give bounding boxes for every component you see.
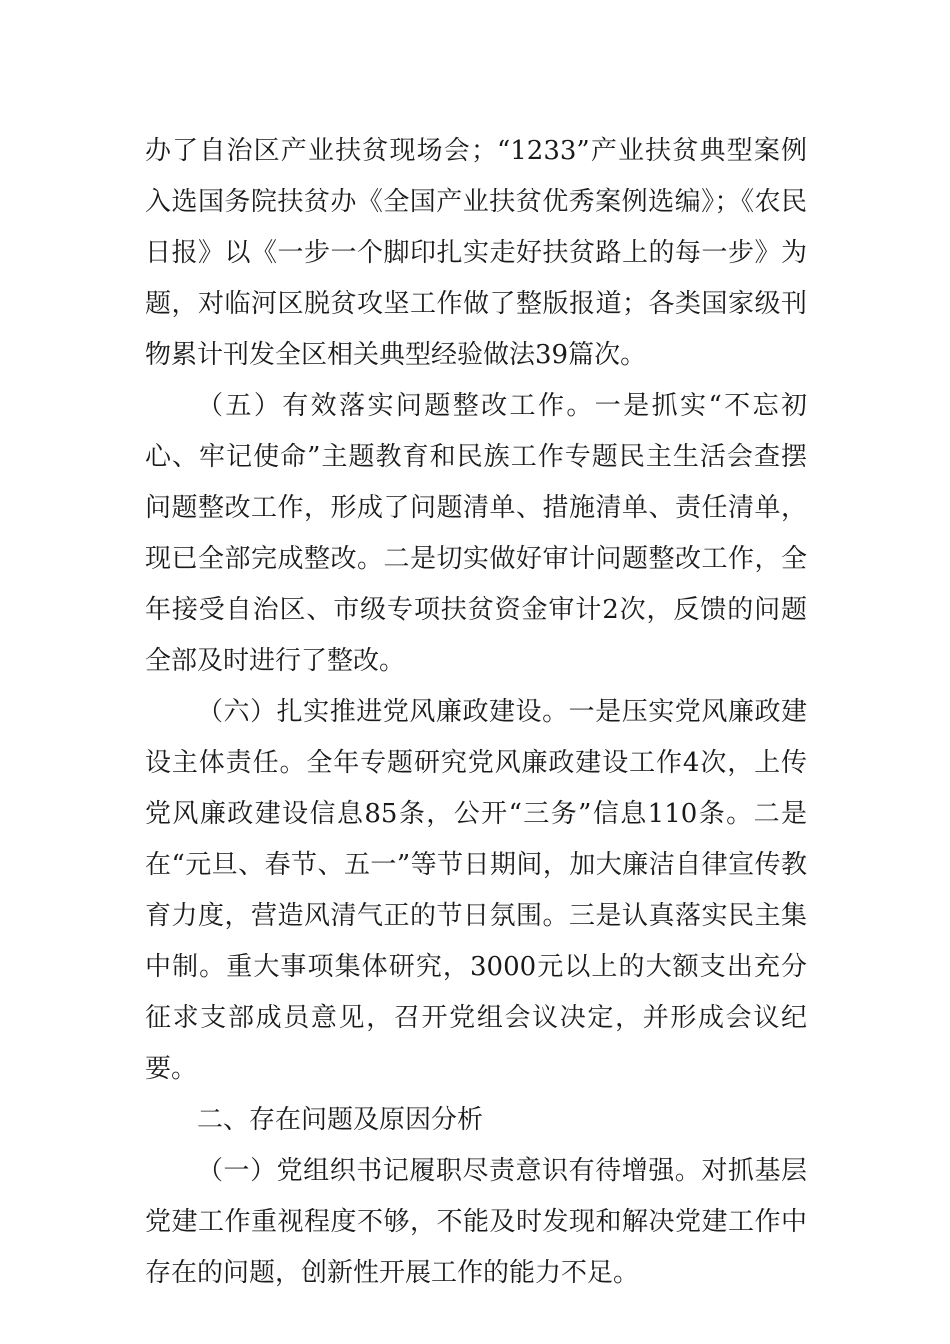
section-heading-problems-analysis: 二、存在问题及原因分析: [197, 1105, 484, 1135]
paragraph-continued-poverty-alleviation-publicity: 办了自治区产业扶贫现场会；“1233”产业扶贫典型案例入选国务院扶贫办《全国产业扶贫优秀案例选编》；《农民日报》以《一步一个脚印扎实走好扶贫路上的每一步》为题，对临河区脱贫攻坚工作做了整版报道；各类国家级刊物累计刊发全区相关典型经验做法39篇次。: [145, 136, 807, 370]
paragraph-party-conduct-building: （六）扎实推进党风廉政建设。一是压实党风廉政建设主体责任。全年专题研究党风廉政建设工作4次，上传党风廉政建设信息85条，公开“三务”信息110条。二是在“元旦、春节、五一”等节日期间，加大廉洁自律宣传教育力度，营造风清气正的节日氛围。三是认真落实民主集中制。重大事项集体研究，3000元以上的大额支出充分征求支部成员意见，召开党组会议决定，并形成会议纪要。: [145, 697, 807, 1084]
paragraph-party-secretary-duty: （一）党组织书记履职尽责意识有待增强。对抓基层党建工作重视程度不够，不能及时发现和解决党建工作中存在的问题，创新性开展工作的能力不足。: [145, 1156, 807, 1288]
paragraph-rectification-work: （五）有效落实问题整改工作。一是抓实“不忘初心、牢记使命”主题教育和民族工作专题民主生活会查摆问题整改工作，形成了问题清单、措施清单、责任清单，现已全部完成整改。二是切实做好审计问题整改工作，全年接受自治区、市级专项扶贫资金审计2次，反馈的问题全部及时进行了整改。: [145, 391, 807, 676]
document-body: [145, 126, 807, 1299]
